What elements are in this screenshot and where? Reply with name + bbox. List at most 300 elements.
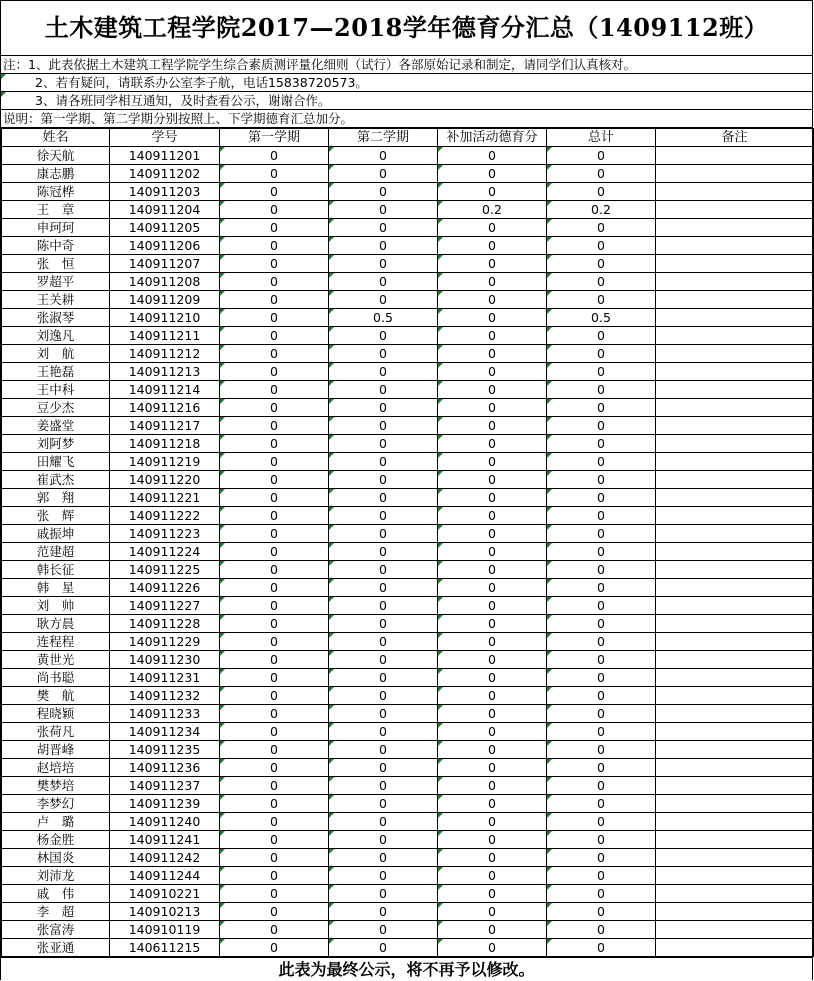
cell-student-id[interactable] bbox=[110, 453, 220, 471]
cell-extra[interactable] bbox=[438, 579, 547, 597]
cell-semester2[interactable] bbox=[329, 327, 438, 345]
cell-remark[interactable] bbox=[656, 525, 814, 543]
cell-student-id[interactable] bbox=[110, 363, 220, 381]
cell-extra[interactable] bbox=[438, 903, 547, 921]
cell-student-id[interactable] bbox=[110, 831, 220, 849]
cell-student-id[interactable] bbox=[110, 543, 220, 561]
cell-student-id[interactable] bbox=[110, 147, 220, 165]
cell-semester1[interactable] bbox=[220, 669, 329, 687]
cell-remark[interactable] bbox=[656, 399, 814, 417]
cell-extra[interactable] bbox=[438, 453, 547, 471]
cell-remark[interactable] bbox=[656, 471, 814, 489]
cell-total[interactable] bbox=[547, 579, 656, 597]
cell-name[interactable] bbox=[2, 651, 110, 669]
cell-name[interactable] bbox=[2, 525, 110, 543]
cell-semester1[interactable] bbox=[220, 399, 329, 417]
cell-remark[interactable] bbox=[656, 651, 814, 669]
cell-student-id[interactable] bbox=[110, 219, 220, 237]
cell-extra[interactable] bbox=[438, 831, 547, 849]
cell-semester2[interactable] bbox=[329, 669, 438, 687]
cell-semester1[interactable] bbox=[220, 381, 329, 399]
cell-remark[interactable] bbox=[656, 831, 814, 849]
cell-student-id[interactable] bbox=[110, 345, 220, 363]
cell-semester2[interactable] bbox=[329, 759, 438, 777]
cell-total[interactable] bbox=[547, 489, 656, 507]
cell-semester2[interactable] bbox=[329, 237, 438, 255]
cell-remark[interactable] bbox=[656, 417, 814, 435]
cell-name[interactable] bbox=[2, 309, 110, 327]
cell-student-id[interactable] bbox=[110, 291, 220, 309]
cell-semester2[interactable] bbox=[329, 723, 438, 741]
cell-semester1[interactable] bbox=[220, 885, 329, 903]
cell-semester2[interactable] bbox=[329, 201, 438, 219]
cell-total[interactable] bbox=[547, 147, 656, 165]
cell-extra[interactable] bbox=[438, 309, 547, 327]
cell-student-id[interactable] bbox=[110, 237, 220, 255]
cell-name[interactable] bbox=[2, 705, 110, 723]
cell-name[interactable] bbox=[2, 885, 110, 903]
cell-semester1[interactable] bbox=[220, 705, 329, 723]
cell-remark[interactable] bbox=[656, 453, 814, 471]
cell-name[interactable] bbox=[2, 543, 110, 561]
cell-student-id[interactable] bbox=[110, 507, 220, 525]
cell-student-id[interactable] bbox=[110, 273, 220, 291]
cell-extra[interactable] bbox=[438, 543, 547, 561]
cell-name[interactable] bbox=[2, 165, 110, 183]
cell-remark[interactable] bbox=[656, 273, 814, 291]
cell-name[interactable] bbox=[2, 561, 110, 579]
cell-student-id[interactable] bbox=[110, 669, 220, 687]
cell-semester1[interactable] bbox=[220, 687, 329, 705]
cell-remark[interactable] bbox=[656, 939, 814, 957]
cell-total[interactable] bbox=[547, 381, 656, 399]
cell-semester1[interactable] bbox=[220, 777, 329, 795]
cell-total[interactable] bbox=[547, 219, 656, 237]
cell-semester2[interactable] bbox=[329, 651, 438, 669]
cell-semester2[interactable] bbox=[329, 687, 438, 705]
cell-name[interactable] bbox=[2, 363, 110, 381]
cell-semester2[interactable] bbox=[329, 705, 438, 723]
cell-semester1[interactable] bbox=[220, 255, 329, 273]
cell-semester2[interactable] bbox=[329, 453, 438, 471]
cell-student-id[interactable] bbox=[110, 165, 220, 183]
cell-semester1[interactable] bbox=[220, 525, 329, 543]
cell-student-id[interactable] bbox=[110, 471, 220, 489]
cell-name[interactable] bbox=[2, 723, 110, 741]
cell-extra[interactable] bbox=[438, 741, 547, 759]
cell-total[interactable] bbox=[547, 741, 656, 759]
cell-remark[interactable] bbox=[656, 705, 814, 723]
cell-extra[interactable] bbox=[438, 219, 547, 237]
cell-semester1[interactable] bbox=[220, 633, 329, 651]
cell-name[interactable] bbox=[2, 669, 110, 687]
cell-semester1[interactable] bbox=[220, 507, 329, 525]
cell-semester2[interactable] bbox=[329, 219, 438, 237]
cell-student-id[interactable] bbox=[110, 723, 220, 741]
cell-student-id[interactable] bbox=[110, 903, 220, 921]
cell-total[interactable] bbox=[547, 723, 656, 741]
cell-student-id[interactable] bbox=[110, 381, 220, 399]
cell-name[interactable] bbox=[2, 147, 110, 165]
cell-total[interactable] bbox=[547, 633, 656, 651]
cell-student-id[interactable] bbox=[110, 399, 220, 417]
cell-student-id[interactable] bbox=[110, 489, 220, 507]
cell-extra[interactable] bbox=[438, 921, 547, 939]
cell-remark[interactable] bbox=[656, 867, 814, 885]
cell-semester1[interactable] bbox=[220, 903, 329, 921]
cell-name[interactable] bbox=[2, 183, 110, 201]
cell-remark[interactable] bbox=[656, 777, 814, 795]
cell-semester1[interactable] bbox=[220, 363, 329, 381]
cell-extra[interactable] bbox=[438, 291, 547, 309]
cell-semester2[interactable] bbox=[329, 507, 438, 525]
cell-total[interactable] bbox=[547, 561, 656, 579]
cell-extra[interactable] bbox=[438, 399, 547, 417]
cell-extra[interactable] bbox=[438, 489, 547, 507]
cell-remark[interactable] bbox=[656, 183, 814, 201]
cell-semester1[interactable] bbox=[220, 201, 329, 219]
cell-student-id[interactable] bbox=[110, 597, 220, 615]
cell-semester2[interactable] bbox=[329, 273, 438, 291]
cell-semester2[interactable] bbox=[329, 399, 438, 417]
cell-semester1[interactable] bbox=[220, 651, 329, 669]
cell-remark[interactable] bbox=[656, 237, 814, 255]
cell-semester2[interactable] bbox=[329, 741, 438, 759]
cell-extra[interactable] bbox=[438, 849, 547, 867]
cell-total[interactable] bbox=[547, 705, 656, 723]
cell-extra[interactable] bbox=[438, 633, 547, 651]
cell-remark[interactable] bbox=[656, 795, 814, 813]
cell-total[interactable] bbox=[547, 165, 656, 183]
cell-semester2[interactable] bbox=[329, 525, 438, 543]
cell-name[interactable] bbox=[2, 939, 110, 957]
cell-student-id[interactable] bbox=[110, 813, 220, 831]
cell-name[interactable] bbox=[2, 597, 110, 615]
cell-semester1[interactable] bbox=[220, 489, 329, 507]
cell-semester1[interactable] bbox=[220, 579, 329, 597]
cell-name[interactable] bbox=[2, 327, 110, 345]
cell-remark[interactable] bbox=[656, 489, 814, 507]
cell-name[interactable] bbox=[2, 471, 110, 489]
cell-semester2[interactable] bbox=[329, 255, 438, 273]
cell-name[interactable] bbox=[2, 687, 110, 705]
cell-total[interactable] bbox=[547, 687, 656, 705]
cell-student-id[interactable] bbox=[110, 615, 220, 633]
cell-total[interactable] bbox=[547, 903, 656, 921]
cell-remark[interactable] bbox=[656, 435, 814, 453]
cell-total[interactable] bbox=[547, 777, 656, 795]
cell-total[interactable] bbox=[547, 291, 656, 309]
cell-total[interactable] bbox=[547, 669, 656, 687]
cell-name[interactable] bbox=[2, 813, 110, 831]
cell-remark[interactable] bbox=[656, 165, 814, 183]
cell-semester1[interactable] bbox=[220, 417, 329, 435]
cell-extra[interactable] bbox=[438, 885, 547, 903]
cell-extra[interactable] bbox=[438, 273, 547, 291]
cell-extra[interactable] bbox=[438, 165, 547, 183]
cell-name[interactable] bbox=[2, 237, 110, 255]
cell-extra[interactable] bbox=[438, 759, 547, 777]
cell-name[interactable] bbox=[2, 435, 110, 453]
cell-semester1[interactable] bbox=[220, 849, 329, 867]
cell-name[interactable] bbox=[2, 759, 110, 777]
cell-semester2[interactable] bbox=[329, 435, 438, 453]
cell-semester2[interactable] bbox=[329, 363, 438, 381]
cell-semester2[interactable] bbox=[329, 471, 438, 489]
cell-extra[interactable] bbox=[438, 723, 547, 741]
cell-student-id[interactable] bbox=[110, 705, 220, 723]
cell-semester1[interactable] bbox=[220, 813, 329, 831]
cell-total[interactable] bbox=[547, 399, 656, 417]
cell-student-id[interactable] bbox=[110, 687, 220, 705]
cell-name[interactable] bbox=[2, 867, 110, 885]
cell-total[interactable] bbox=[547, 255, 656, 273]
cell-semester2[interactable] bbox=[329, 291, 438, 309]
cell-student-id[interactable] bbox=[110, 579, 220, 597]
cell-remark[interactable] bbox=[656, 741, 814, 759]
cell-extra[interactable] bbox=[438, 669, 547, 687]
cell-semester1[interactable] bbox=[220, 867, 329, 885]
cell-name[interactable] bbox=[2, 489, 110, 507]
cell-student-id[interactable] bbox=[110, 777, 220, 795]
cell-semester2[interactable] bbox=[329, 489, 438, 507]
cell-semester2[interactable] bbox=[329, 165, 438, 183]
cell-name[interactable] bbox=[2, 903, 110, 921]
cell-name[interactable] bbox=[2, 291, 110, 309]
cell-total[interactable] bbox=[547, 525, 656, 543]
cell-remark[interactable] bbox=[656, 723, 814, 741]
cell-semester2[interactable] bbox=[329, 345, 438, 363]
cell-total[interactable] bbox=[547, 327, 656, 345]
cell-student-id[interactable] bbox=[110, 885, 220, 903]
cell-total[interactable] bbox=[547, 309, 656, 327]
cell-remark[interactable] bbox=[656, 543, 814, 561]
cell-extra[interactable] bbox=[438, 363, 547, 381]
cell-total[interactable] bbox=[547, 615, 656, 633]
cell-student-id[interactable] bbox=[110, 525, 220, 543]
cell-student-id[interactable] bbox=[110, 201, 220, 219]
cell-semester2[interactable] bbox=[329, 597, 438, 615]
cell-remark[interactable] bbox=[656, 759, 814, 777]
cell-semester1[interactable] bbox=[220, 345, 329, 363]
cell-name[interactable] bbox=[2, 381, 110, 399]
cell-total[interactable] bbox=[547, 867, 656, 885]
cell-semester2[interactable] bbox=[329, 777, 438, 795]
cell-total[interactable] bbox=[547, 795, 656, 813]
cell-semester2[interactable] bbox=[329, 867, 438, 885]
cell-total[interactable] bbox=[547, 813, 656, 831]
cell-total[interactable] bbox=[547, 831, 656, 849]
cell-name[interactable] bbox=[2, 219, 110, 237]
cell-student-id[interactable] bbox=[110, 327, 220, 345]
cell-total[interactable] bbox=[547, 849, 656, 867]
cell-name[interactable] bbox=[2, 921, 110, 939]
cell-name[interactable] bbox=[2, 795, 110, 813]
cell-extra[interactable] bbox=[438, 471, 547, 489]
cell-extra[interactable] bbox=[438, 345, 547, 363]
cell-extra[interactable] bbox=[438, 435, 547, 453]
cell-semester1[interactable] bbox=[220, 165, 329, 183]
cell-semester2[interactable] bbox=[329, 939, 438, 957]
cell-name[interactable] bbox=[2, 741, 110, 759]
cell-total[interactable] bbox=[547, 885, 656, 903]
cell-extra[interactable] bbox=[438, 183, 547, 201]
cell-semester1[interactable] bbox=[220, 597, 329, 615]
cell-semester1[interactable] bbox=[220, 831, 329, 849]
cell-semester1[interactable] bbox=[220, 615, 329, 633]
cell-semester2[interactable] bbox=[329, 183, 438, 201]
cell-semester2[interactable] bbox=[329, 417, 438, 435]
cell-total[interactable] bbox=[547, 759, 656, 777]
cell-extra[interactable] bbox=[438, 507, 547, 525]
cell-remark[interactable] bbox=[656, 219, 814, 237]
cell-extra[interactable] bbox=[438, 705, 547, 723]
cell-student-id[interactable] bbox=[110, 939, 220, 957]
cell-student-id[interactable] bbox=[110, 309, 220, 327]
cell-total[interactable] bbox=[547, 435, 656, 453]
cell-total[interactable] bbox=[547, 597, 656, 615]
cell-semester1[interactable] bbox=[220, 183, 329, 201]
cell-name[interactable] bbox=[2, 633, 110, 651]
cell-student-id[interactable] bbox=[110, 921, 220, 939]
cell-semester1[interactable] bbox=[220, 741, 329, 759]
cell-name[interactable] bbox=[2, 255, 110, 273]
cell-extra[interactable] bbox=[438, 597, 547, 615]
cell-extra[interactable] bbox=[438, 147, 547, 165]
cell-extra[interactable] bbox=[438, 651, 547, 669]
cell-remark[interactable] bbox=[656, 291, 814, 309]
cell-extra[interactable] bbox=[438, 201, 547, 219]
cell-semester1[interactable] bbox=[220, 219, 329, 237]
cell-remark[interactable] bbox=[656, 687, 814, 705]
cell-semester1[interactable] bbox=[220, 939, 329, 957]
cell-remark[interactable] bbox=[656, 849, 814, 867]
cell-total[interactable] bbox=[547, 453, 656, 471]
cell-semester2[interactable] bbox=[329, 903, 438, 921]
cell-semester2[interactable] bbox=[329, 561, 438, 579]
cell-extra[interactable] bbox=[438, 561, 547, 579]
cell-name[interactable] bbox=[2, 849, 110, 867]
cell-student-id[interactable] bbox=[110, 759, 220, 777]
cell-total[interactable] bbox=[547, 921, 656, 939]
cell-semester1[interactable] bbox=[220, 471, 329, 489]
cell-student-id[interactable] bbox=[110, 867, 220, 885]
cell-semester1[interactable] bbox=[220, 543, 329, 561]
cell-remark[interactable] bbox=[656, 579, 814, 597]
cell-extra[interactable] bbox=[438, 939, 547, 957]
cell-name[interactable] bbox=[2, 417, 110, 435]
cell-remark[interactable] bbox=[656, 921, 814, 939]
cell-semester2[interactable] bbox=[329, 381, 438, 399]
cell-remark[interactable] bbox=[656, 615, 814, 633]
cell-name[interactable] bbox=[2, 615, 110, 633]
cell-semester1[interactable] bbox=[220, 291, 329, 309]
cell-total[interactable] bbox=[547, 363, 656, 381]
cell-total[interactable] bbox=[547, 471, 656, 489]
cell-name[interactable] bbox=[2, 399, 110, 417]
cell-total[interactable] bbox=[547, 939, 656, 957]
cell-name[interactable] bbox=[2, 831, 110, 849]
cell-extra[interactable] bbox=[438, 255, 547, 273]
cell-remark[interactable] bbox=[656, 903, 814, 921]
cell-extra[interactable] bbox=[438, 777, 547, 795]
cell-remark[interactable] bbox=[656, 669, 814, 687]
cell-student-id[interactable] bbox=[110, 849, 220, 867]
cell-semester1[interactable] bbox=[220, 921, 329, 939]
cell-extra[interactable] bbox=[438, 615, 547, 633]
cell-remark[interactable] bbox=[656, 201, 814, 219]
cell-extra[interactable] bbox=[438, 525, 547, 543]
cell-semester1[interactable] bbox=[220, 453, 329, 471]
cell-semester1[interactable] bbox=[220, 309, 329, 327]
cell-semester1[interactable] bbox=[220, 237, 329, 255]
cell-semester2[interactable] bbox=[329, 921, 438, 939]
cell-remark[interactable] bbox=[656, 309, 814, 327]
cell-name[interactable] bbox=[2, 453, 110, 471]
cell-extra[interactable] bbox=[438, 327, 547, 345]
cell-total[interactable] bbox=[547, 345, 656, 363]
cell-semester2[interactable] bbox=[329, 831, 438, 849]
cell-remark[interactable] bbox=[656, 255, 814, 273]
cell-remark[interactable] bbox=[656, 345, 814, 363]
cell-remark[interactable] bbox=[656, 381, 814, 399]
cell-remark[interactable] bbox=[656, 813, 814, 831]
cell-student-id[interactable] bbox=[110, 651, 220, 669]
cell-remark[interactable] bbox=[656, 597, 814, 615]
cell-remark[interactable] bbox=[656, 885, 814, 903]
cell-semester1[interactable] bbox=[220, 723, 329, 741]
cell-total[interactable] bbox=[547, 237, 656, 255]
cell-semester1[interactable] bbox=[220, 795, 329, 813]
cell-total[interactable] bbox=[547, 651, 656, 669]
cell-remark[interactable] bbox=[656, 561, 814, 579]
cell-student-id[interactable] bbox=[110, 633, 220, 651]
cell-student-id[interactable] bbox=[110, 561, 220, 579]
cell-extra[interactable] bbox=[438, 813, 547, 831]
cell-extra[interactable] bbox=[438, 867, 547, 885]
cell-semester1[interactable] bbox=[220, 435, 329, 453]
cell-semester1[interactable] bbox=[220, 327, 329, 345]
cell-student-id[interactable] bbox=[110, 255, 220, 273]
cell-semester2[interactable] bbox=[329, 615, 438, 633]
cell-name[interactable] bbox=[2, 777, 110, 795]
cell-name[interactable] bbox=[2, 201, 110, 219]
cell-total[interactable] bbox=[547, 201, 656, 219]
cell-semester2[interactable] bbox=[329, 795, 438, 813]
cell-semester2[interactable] bbox=[329, 579, 438, 597]
cell-student-id[interactable] bbox=[110, 183, 220, 201]
cell-extra[interactable] bbox=[438, 795, 547, 813]
cell-semester2[interactable] bbox=[329, 633, 438, 651]
cell-name[interactable] bbox=[2, 507, 110, 525]
cell-remark[interactable] bbox=[656, 327, 814, 345]
cell-semester1[interactable] bbox=[220, 273, 329, 291]
cell-extra[interactable] bbox=[438, 237, 547, 255]
cell-student-id[interactable] bbox=[110, 435, 220, 453]
cell-total[interactable] bbox=[547, 543, 656, 561]
cell-extra[interactable] bbox=[438, 417, 547, 435]
cell-semester2[interactable] bbox=[329, 885, 438, 903]
cell-semester2[interactable] bbox=[329, 849, 438, 867]
cell-remark[interactable] bbox=[656, 363, 814, 381]
cell-student-id[interactable] bbox=[110, 417, 220, 435]
cell-student-id[interactable] bbox=[110, 741, 220, 759]
cell-total[interactable] bbox=[547, 507, 656, 525]
cell-semester2[interactable] bbox=[329, 543, 438, 561]
cell-name[interactable] bbox=[2, 579, 110, 597]
cell-total[interactable] bbox=[547, 273, 656, 291]
cell-semester1[interactable] bbox=[220, 147, 329, 165]
